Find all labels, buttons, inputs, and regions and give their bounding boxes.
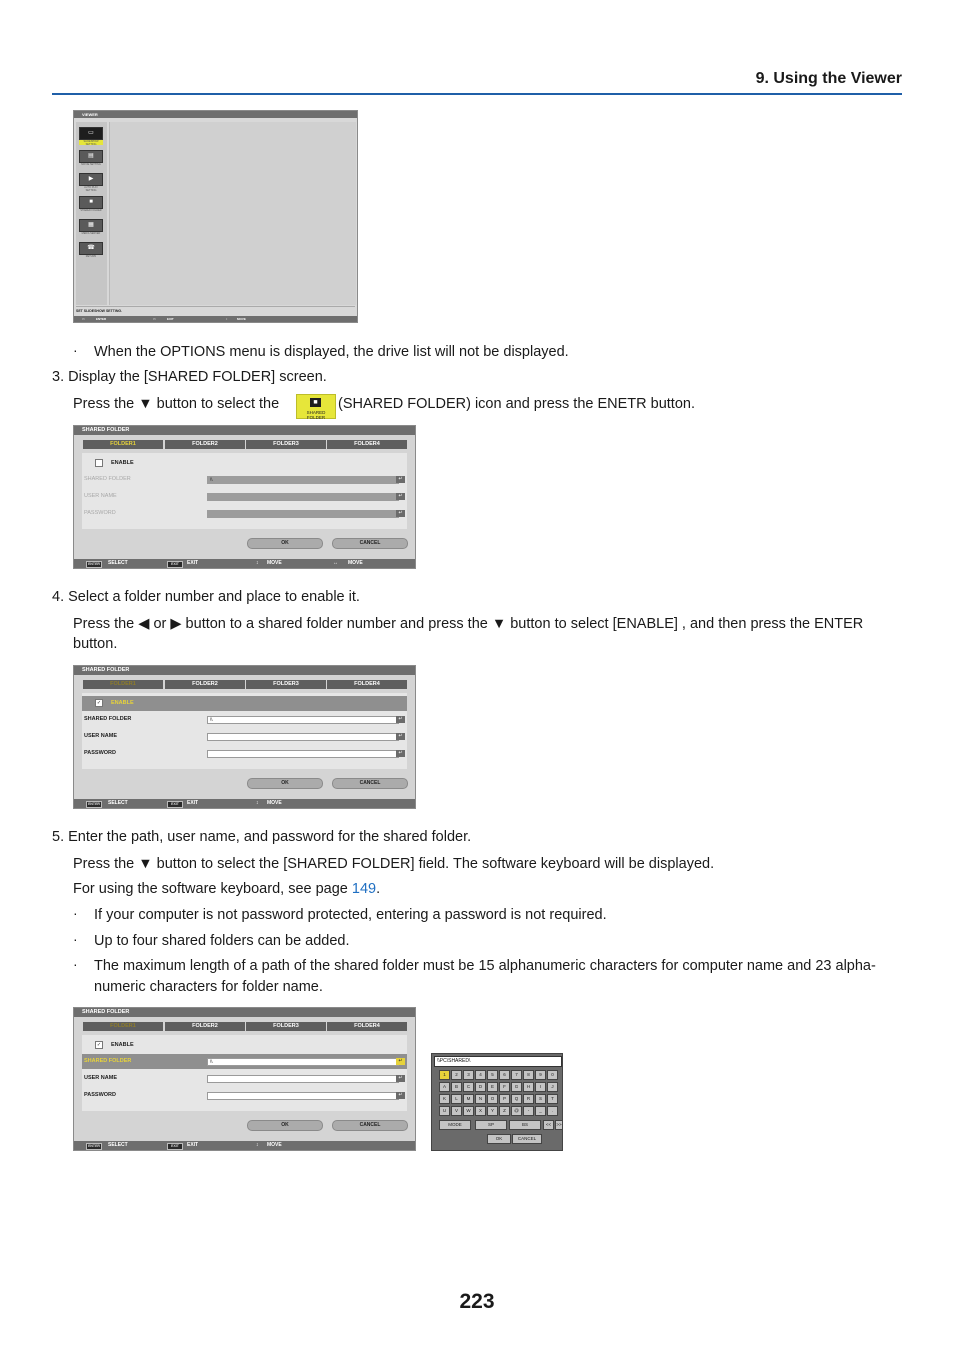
keyboard-key[interactable]: 8 [523,1070,534,1080]
keyboard-key[interactable]: 1 [439,1070,450,1080]
keyboard-key[interactable]: F [499,1082,510,1092]
password-field[interactable] [207,510,399,518]
bullet-max-length: The maximum length of a path of the shared folder must be 15 alphanumeric characters for computer name and 23 alpha- [94,958,876,974]
enable-checkbox[interactable] [95,459,103,467]
sidebar-item-slideshow[interactable]: ▭ SLIDESHOW SETTING [79,127,103,145]
keyboard-key[interactable]: H [523,1082,534,1092]
shared-folder-field[interactable]: \\ [207,1058,399,1066]
bullet-dot: · [73,342,78,358]
keyboard-key[interactable]: _ [535,1106,546,1116]
viewer-footer: ▭ ENTER ▭ EXIT ↕ MOVE [74,316,357,322]
keyboard-key[interactable]: K [439,1094,450,1104]
tab-folder2[interactable]: FOLDER2 [165,680,245,689]
keyboard-key[interactable]: S [535,1094,546,1104]
user-name-field[interactable] [207,1075,399,1083]
keyboard-key[interactable]: G [511,1082,522,1092]
user-name-label: USER NAME [84,733,118,739]
password-field[interactable] [207,1092,399,1100]
header-rule [52,93,902,95]
cancel-button[interactable]: CANCEL [332,538,408,549]
ok-button[interactable]: OK [247,538,323,549]
bullet-dot: · [73,931,78,947]
shared-folder-screen-2: SHARED FOLDER FOLDER1 FOLDER2 FOLDER3 FOLDER4 ✓ ENABLE SHARED FOLDER \\ ↵ USER NAME ↵ PASSWORD ↵ OK CANCEL ENTER SELECT EXIT EXIT ↕ MOVE [73,665,416,809]
enable-checkbox[interactable]: ✓ [96,1042,102,1048]
keyboard-key[interactable]: 6 [499,1070,510,1080]
keyboard-key[interactable]: @ [511,1106,522,1116]
keyboard-key[interactable]: Z [499,1106,510,1116]
keyboard-input[interactable]: \\PC\SHARED\ [434,1056,562,1067]
folder-icon: ■ [310,398,321,407]
keyboard-key[interactable]: T [547,1094,558,1104]
monitor-icon: ▭ [79,127,103,140]
password-label: PASSWORD [84,1092,116,1098]
note-options: When the OPTIONS menu is displayed, the drive list will not be displayed. [94,344,569,360]
bullet-password: If your computer is not password protected, entering a password is not required. [94,907,607,923]
tab-folder4[interactable]: FOLDER4 [327,440,407,449]
keyboard-ok-button[interactable]: OK [487,1134,511,1144]
tab-folder2[interactable]: FOLDER2 [165,440,245,449]
keyboard-key[interactable]: 5 [487,1070,498,1080]
tab-folder1[interactable]: FOLDER1 [83,680,163,689]
film-icon: ▤ [79,150,103,163]
password-label: PASSWORD [84,750,116,756]
ok-button[interactable]: OK [247,1120,323,1131]
tab-folder3[interactable]: FOLDER3 [246,680,326,689]
enable-checkbox[interactable]: ✓ [96,700,102,706]
footer-exit-key: ▭ [153,317,156,321]
keyboard-key[interactable]: B [451,1082,462,1092]
enter-icon[interactable]: ↵ [396,1058,405,1065]
keyboard-key[interactable]: R [523,1094,534,1104]
step4-text-line2: button. [73,636,118,652]
user-name-label: USER NAME [84,493,117,499]
keyboard-key[interactable]: 2 [451,1070,462,1080]
password-field[interactable] [207,750,399,758]
bullet-max-length-cont: numeric characters for folder name. [94,979,323,995]
keyboard-key[interactable]: - [523,1106,534,1116]
keyboard-key[interactable]: C [463,1082,474,1092]
viewer-screenshot [73,110,358,323]
tab-folder1[interactable]: FOLDER1 [83,440,163,449]
viewer-title: VIEWER [74,111,357,118]
step5-title: 5. Enter the path, user name, and password for the shared folder. [52,829,472,845]
keyboard-key[interactable]: E [487,1082,498,1092]
updown-icon: ↕ [226,317,228,321]
tab-folder1[interactable]: FOLDER1 [83,1022,163,1031]
keyboard-cancel-button[interactable]: CANCEL [512,1134,542,1144]
password-label: PASSWORD [84,510,116,516]
leftright-icon: ↔ [333,560,338,566]
folder-icon: ■ [79,196,103,209]
tab-folder3[interactable]: FOLDER3 [246,440,326,449]
enable-label: ENABLE [111,700,134,706]
enter-icon[interactable]: ↵ [396,476,405,483]
software-keyboard [431,1053,563,1151]
cursor-left-key[interactable]: << [543,1120,554,1130]
cancel-button[interactable]: CANCEL [332,1120,408,1131]
ok-button[interactable]: OK [247,778,323,789]
step4-title: 4. Select a folder number and place to enable it. [52,589,360,605]
updown-icon: ↕ [256,560,259,566]
sidebar-item-return[interactable]: ☎ RETURN [79,242,103,260]
enter-icon[interactable]: ↵ [396,750,405,757]
keyboard-key[interactable]: Q [511,1094,522,1104]
keyboard-key[interactable]: N [475,1094,486,1104]
server-icon: ▦ [79,219,103,232]
viewer-status: SET SLIDESHOW SETTING. [76,306,355,313]
keyboard-key[interactable]: L [451,1094,462,1104]
cancel-button[interactable]: CANCEL [332,778,408,789]
keyboard-key[interactable]: . [547,1106,558,1116]
shared-folder-screen-3: SHARED FOLDER FOLDER1 FOLDER2 FOLDER3 FOLDER4 ✓ ENABLE SHARED FOLDER \\ ↵ USER NAME ↵ PASSWORD ↵ OK CANCEL ENTER SELECT EXIT EXIT ↕ MOVE [73,1007,416,1151]
return-icon: ☎ [79,242,103,255]
keyboard-key[interactable]: X [475,1106,486,1116]
shared-folder-screen-1: SHARED FOLDER FOLDER1 FOLDER2 FOLDER3 FOLDER4 ENABLE SHARED FOLDER \\ ↵ USER NAME ↵ PASSWORD ↵ OK CANCEL ENTER SELECT EXIT EXIT ↕ MOVE ↔ MOVE [73,425,416,569]
shared-folder-field[interactable]: \\ [207,476,399,484]
shared-folder-label: SHARED FOLDER [84,716,132,722]
tab-folder3[interactable]: FOLDER3 [246,1022,326,1031]
enter-icon[interactable]: ↵ [396,733,405,740]
enter-icon[interactable]: ↵ [396,493,405,500]
keyboard-key[interactable]: V [451,1106,462,1116]
step4-text-line1: Press the ◀ or ▶ button to a shared folder number and press the ▼ button to select [ENABLE] , and then press the ENTER [73,616,864,632]
bullet-dot: · [73,905,78,921]
enter-icon[interactable]: ↵ [396,1075,405,1082]
keyboard-key[interactable]: D [475,1082,486,1092]
keyboard-key[interactable]: W [463,1106,474,1116]
enable-label: ENABLE [111,1042,134,1048]
keyboard-key[interactable]: 3 [463,1070,474,1080]
shared-footer: ENTER SELECT EXIT EXIT ↕ MOVE [74,799,415,808]
keyboard-key[interactable]: A [439,1082,450,1092]
keyboard-key[interactable]: 9 [535,1070,546,1080]
mode-key[interactable]: MODE [439,1120,471,1130]
keyboard-key[interactable]: M [463,1094,474,1104]
keyboard-key[interactable]: O [487,1094,498,1104]
user-name-field[interactable] [207,733,399,741]
sidebar-item-media-server[interactable]: ▦ MEDIA SERVER [79,219,103,237]
keyboard-key[interactable]: Y [487,1106,498,1116]
keyboard-key[interactable]: 4 [475,1070,486,1080]
keyboard-key[interactable]: J [547,1082,558,1092]
sidebar-item-movie[interactable]: ▤ MOVIE SETTING [79,150,103,168]
shared-footer: ENTER SELECT EXIT EXIT ↕ MOVE [74,1141,415,1150]
sidebar-item-shared-folder[interactable]: ■ SHARED FOLDER [79,196,103,214]
enter-icon[interactable]: ↵ [396,1092,405,1099]
keyboard-key[interactable]: U [439,1106,450,1116]
enter-icon[interactable]: ↵ [396,716,405,723]
shared-folder-label: SHARED FOLDER [84,476,131,482]
tab-folder4[interactable]: FOLDER4 [327,680,407,689]
sidebar-item-autoplay[interactable]: ▶ AUTO PLAY SETTING [79,173,103,191]
keyboard-reference: For using the software keyboard, see page 149. [73,881,381,897]
shared-folder-field[interactable]: \\ [207,716,399,724]
enable-label: ENABLE [111,460,134,466]
user-name-label: USER NAME [84,1075,118,1081]
bullet-four-folders: Up to four shared folders can be added. [94,933,350,949]
play-icon: ▶ [79,173,103,186]
step5-text: Press the ▼ button to select the [SHARED FOLDER] field. The software keyboard will be displayed. [73,856,715,872]
bullet-dot: · [73,956,78,972]
viewer-sidebar [76,122,107,305]
step3-text-before: Press the ▼ button to select the [73,396,280,412]
page-number: 223 [459,1290,495,1313]
step3-text-after: (SHARED FOLDER) icon and press the ENETR button. [338,396,695,412]
shared-folder-inline-icon: ■ SHARED FOLDER [296,394,336,419]
cursor-right-key[interactable]: >> [555,1120,563,1130]
user-name-field[interactable] [207,493,399,501]
updown-icon: ↕ [256,800,259,806]
keyboard-key[interactable]: 0 [547,1070,558,1080]
space-key[interactable]: SP [475,1120,507,1130]
viewer-content-area [109,122,356,305]
page-link[interactable]: 149 [351,881,377,897]
keyboard-key[interactable]: 7 [511,1070,522,1080]
keyboard-key[interactable]: P [499,1094,510,1104]
tab-folder2[interactable]: FOLDER2 [165,1022,245,1031]
backspace-key[interactable]: BS [509,1120,541,1130]
tab-folder4[interactable]: FOLDER4 [327,1022,407,1031]
updown-icon: ↕ [256,1142,259,1148]
keyboard-key[interactable]: I [535,1082,546,1092]
enter-icon[interactable]: ↵ [396,510,405,517]
footer-enter-key: ▭ [82,317,85,321]
shared-footer: ENTER SELECT EXIT EXIT ↕ MOVE ↔ MOVE [74,559,415,568]
shared-folder-label: SHARED FOLDER [84,1058,132,1064]
section-title: 9. Using the Viewer [755,70,902,87]
step3-title: 3. Display the [SHARED FOLDER] screen. [52,369,327,385]
